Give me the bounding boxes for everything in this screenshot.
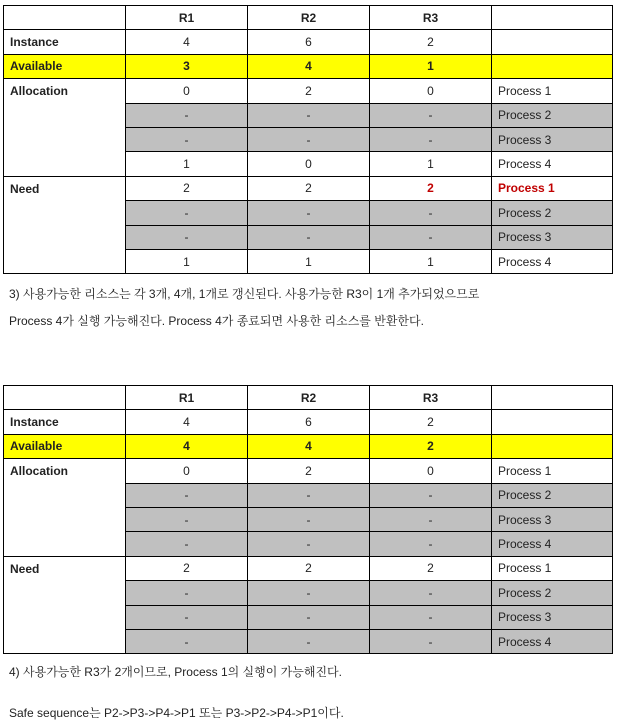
header-process	[492, 386, 613, 410]
cell: 2	[126, 176, 248, 200]
cell: -	[126, 483, 248, 507]
cell: -	[248, 605, 370, 629]
process-label: Process 4	[492, 629, 613, 653]
cell: -	[248, 103, 370, 127]
cell: 0	[370, 459, 492, 483]
cell: 2	[126, 556, 248, 580]
cell: 2	[370, 556, 492, 580]
cell: -	[248, 629, 370, 653]
cell: -	[370, 629, 492, 653]
cell: -	[248, 201, 370, 225]
cell: -	[370, 507, 492, 531]
cell: -	[126, 507, 248, 531]
header-row	[4, 386, 613, 410]
process-label: Process 1	[492, 459, 613, 483]
process-label: Process 2	[492, 103, 613, 127]
available-row	[4, 54, 613, 78]
available-r2: 4	[248, 434, 370, 458]
instance-r2: 6	[248, 410, 370, 434]
cell: -	[126, 581, 248, 605]
instance-row	[4, 410, 613, 434]
note-step3-line2: Process 4가 실행 가능해진다. Process 4가 종료되면 사용한 리소스를 반환한다.	[9, 314, 424, 328]
allocation-label: Allocation	[4, 79, 126, 177]
cell: -	[370, 581, 492, 605]
cell: -	[248, 581, 370, 605]
process-label: Process 3	[492, 225, 613, 249]
cell: 1	[248, 249, 370, 273]
note-step3-line1: 3) 사용가능한 리소스는 각 3개, 4개, 1개로 갱신된다. 사용가능한 R3이 1개 추가되었으므로	[9, 287, 480, 301]
need-label: Need	[4, 176, 126, 274]
cell: -	[248, 225, 370, 249]
table-row	[4, 176, 613, 200]
cell: -	[248, 127, 370, 151]
available-r3: 2	[370, 434, 492, 458]
table-row	[4, 459, 613, 483]
available-label: Available	[4, 54, 126, 78]
instance-r1: 4	[126, 410, 248, 434]
safe-sequence-text: Safe sequence는 P2->P3->P4->P1 또는 P3->P2->P4->P1이다.	[9, 706, 344, 720]
cell: 0	[248, 152, 370, 176]
instance-r3: 2	[370, 30, 492, 54]
cell: -	[370, 201, 492, 225]
header-r1: R1	[126, 6, 248, 30]
corner-cell	[4, 386, 126, 410]
header-r1: R1	[126, 386, 248, 410]
available-label: Available	[4, 434, 126, 458]
cell: 1	[370, 152, 492, 176]
allocation-label: Allocation	[4, 459, 126, 557]
cell: -	[370, 225, 492, 249]
cell: 1	[370, 249, 492, 273]
instance-r3: 2	[370, 410, 492, 434]
cell: -	[126, 201, 248, 225]
process-label: Process 4	[492, 249, 613, 273]
need-label: Need	[4, 556, 126, 654]
cell: -	[248, 507, 370, 531]
cell: -	[126, 629, 248, 653]
cell: -	[248, 532, 370, 556]
cell: -	[126, 532, 248, 556]
process-label: Process 2	[492, 581, 613, 605]
instance-label: Instance	[4, 30, 126, 54]
process-label: Process 3	[492, 507, 613, 531]
cell: -	[126, 127, 248, 151]
cell: 2	[248, 459, 370, 483]
process-label: Process 4	[492, 152, 613, 176]
resource-table-step3	[3, 5, 613, 274]
header-r3: R3	[370, 386, 492, 410]
cell: -	[370, 532, 492, 556]
cell: -	[370, 103, 492, 127]
table-row	[4, 556, 613, 580]
available-r1: 3	[126, 54, 248, 78]
cell: 2	[248, 176, 370, 200]
process-label-highlight: Process 1	[492, 176, 613, 200]
process-label: Process 3	[492, 127, 613, 151]
header-r2: R2	[248, 386, 370, 410]
available-r2: 4	[248, 54, 370, 78]
cell: 0	[370, 79, 492, 103]
header-r3: R3	[370, 6, 492, 30]
process-label: Process 1	[492, 79, 613, 103]
process-label: Process 1	[492, 556, 613, 580]
available-r3: 1	[370, 54, 492, 78]
available-row	[4, 434, 613, 458]
process-label: Process 4	[492, 532, 613, 556]
cell: -	[126, 225, 248, 249]
resource-table-step4	[3, 385, 613, 654]
header-r2: R2	[248, 6, 370, 30]
cell: 2	[248, 556, 370, 580]
corner-cell	[4, 6, 126, 30]
instance-row	[4, 30, 613, 54]
process-label: Process 3	[492, 605, 613, 629]
cell: -	[126, 605, 248, 629]
table-row	[4, 79, 613, 103]
instance-r1: 4	[126, 30, 248, 54]
note-step4-line1: 4) 사용가능한 R3가 2개이므로, Process 1의 실행이 가능해진다.	[9, 665, 342, 679]
instance-r2: 6	[248, 30, 370, 54]
cell: 1	[126, 249, 248, 273]
process-label: Process 2	[492, 201, 613, 225]
available-r1: 4	[126, 434, 248, 458]
cell-highlight: 2	[370, 176, 492, 200]
instance-label: Instance	[4, 410, 126, 434]
cell: -	[248, 483, 370, 507]
cell: -	[126, 103, 248, 127]
header-row	[4, 6, 613, 30]
cell: 1	[126, 152, 248, 176]
process-label: Process 2	[492, 483, 613, 507]
cell: -	[370, 483, 492, 507]
cell: -	[370, 605, 492, 629]
cell: -	[370, 127, 492, 151]
header-process	[492, 6, 613, 30]
cell: 0	[126, 459, 248, 483]
cell: 0	[126, 79, 248, 103]
cell: 2	[248, 79, 370, 103]
